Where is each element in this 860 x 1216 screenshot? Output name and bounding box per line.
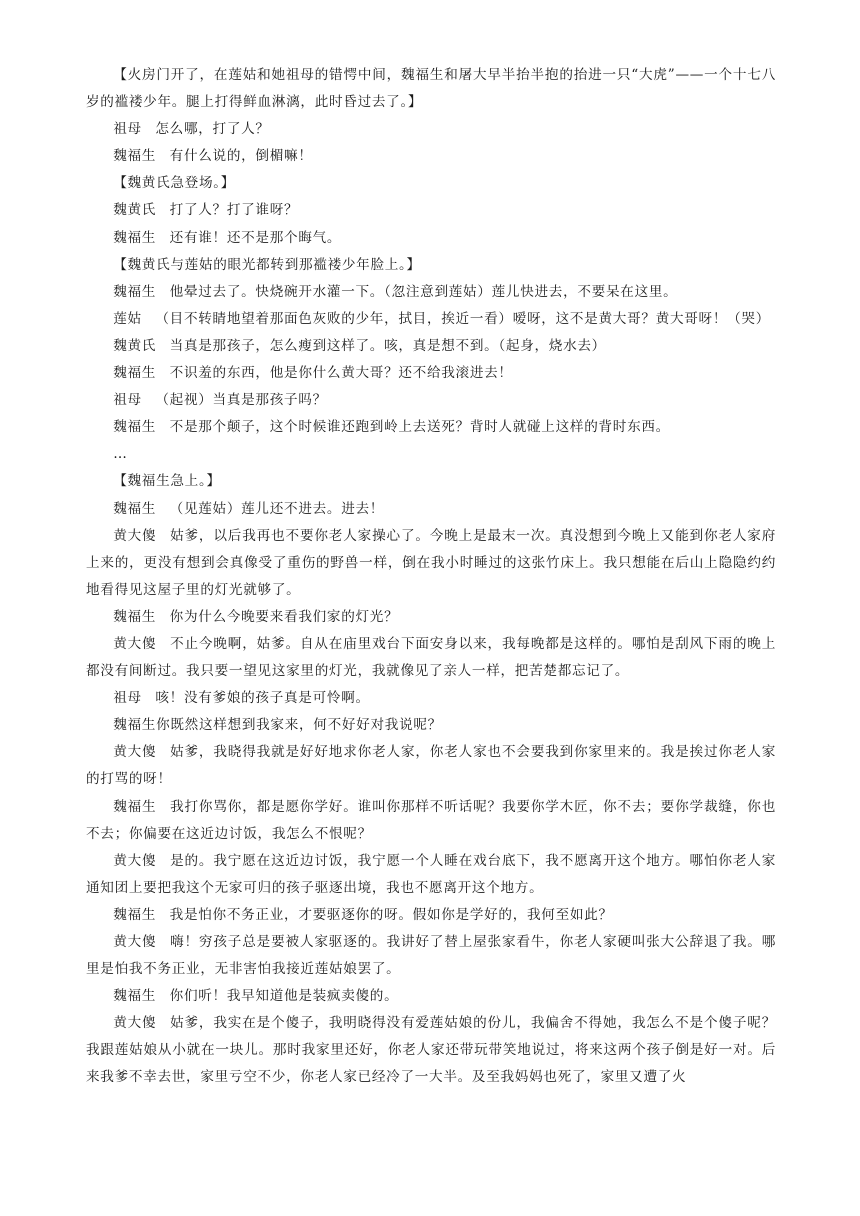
- dialogue-line: [86, 387, 776, 414]
- dialogue-line: [86, 739, 776, 793]
- line-text: 【魏福生急上。】: [113, 473, 221, 490]
- dialogue-line: [86, 929, 776, 983]
- dialogue-line: [86, 794, 776, 848]
- line-text: 姑爹，以后我再也不要你老人家操心了。今晚上是最末一次。真没想到今晚上又能到你老人家府上来的，更没有想到会真像受了重伤的野兽一样，倒在我小时睡过的这张竹床上。我只想能在后山上隐隐约约地看得见这屋子里的灯光就够了。: [86, 527, 776, 598]
- speaker-name: 魏福生: [113, 229, 157, 246]
- dialogue-line: [86, 685, 776, 712]
- line-text: 不止今晚啊，姑爹。自从在庙里戏台下面安身以来，我每晚都是这样的。哪怕是刮风下雨的晚上都没有间断过。我只要一望见这家里的灯光，我就像见了亲人一样，把苦楚都忘记了。: [86, 635, 776, 680]
- dialogue-line: [86, 631, 776, 685]
- speaker-name: 魏福生: [113, 717, 157, 734]
- dialogue-line: [86, 116, 776, 143]
- dialogue-line: [86, 902, 776, 929]
- dialogue-line: [86, 333, 776, 360]
- line-text: 咳！没有爹娘的孩子真是可怜啊。: [155, 690, 370, 707]
- line-text: 是的。我宁愿在这近边讨饭，我宁愿一个人睡在戏台底下，我不愿离开这个地方。哪怕你老人家通知团上要把我这个无家可归的孩子驱逐出境，我也不愿离开这个地方。: [86, 852, 776, 896]
- dialogue-line: [86, 712, 776, 739]
- dialogue-line: [86, 1010, 776, 1091]
- line-text: （起视）当真是那孩子吗？: [155, 392, 327, 409]
- line-text: 你们听！我早知道他是装疯卖傻的。: [169, 988, 399, 1005]
- dialogue-line: [86, 143, 776, 170]
- speaker-name: 莲姑: [113, 310, 142, 327]
- dialogue-line: [86, 225, 776, 252]
- dialogue-line: [86, 604, 776, 631]
- line-text: 我是怕你不务正业，才要驱逐你的呀。假如你是学好的，我何至如此？: [169, 906, 613, 923]
- line-text: 打了人？打了谁呀？: [169, 202, 299, 219]
- line-text: 不是那个颠子，这个时候谁还跑到岭上去送死？背时人就碰上这样的背时东西。: [169, 419, 670, 436]
- speaker-name: 祖母: [113, 121, 142, 138]
- dialogue-line: [86, 496, 776, 523]
- line-text: 嗨！穷孩子总是要被人家驱逐的。我讲好了替上屋张家看牛，你老人家硬叫张大公辞退了我。哪里是怕我不务正业，无非害怕我接近莲姑娘罢了。: [86, 934, 776, 978]
- speaker-name: 魏福生: [113, 283, 157, 300]
- stage-direction: [86, 252, 776, 279]
- dialogue-line: [86, 197, 776, 224]
- line-text: （见莲姑）莲儿还不进去。进去！: [169, 500, 385, 517]
- line-text: 怎么哪，打了人？: [155, 121, 270, 138]
- speaker-name: 祖母: [113, 392, 142, 409]
- dialogue-line: [86, 983, 776, 1010]
- speaker-name: 魏黄氏: [113, 202, 157, 219]
- dialogue-line: [86, 360, 776, 387]
- line-text: 还有谁！还不是那个晦气。: [169, 229, 342, 246]
- speaker-name: 黄大傻: [113, 635, 157, 652]
- line-text: 我打你骂你，都是愿你学好。谁叫你那样不听话呢？我要你学木匠，你不去；要你学裁缝，你也不去；你偏要在这近边讨饭，我怎么不恨呢？: [86, 798, 776, 842]
- speaker-name: 魏福生: [113, 365, 157, 382]
- speaker-name: 魏福生: [113, 500, 157, 517]
- line-text: 姑爹，我实在是个傻子，我明晓得没有爱莲姑娘的份儿，我偏舍不得她，我怎么不是个傻子呢？我跟莲姑娘从小就在一块儿。那时我家里还好，你老人家还带玩带笑地说过，将来这两个孩子倒是好一对。后来我爹不幸去世，家里亏空不少，你老人家已经冷了一大半。及至我妈妈也死了，家里又遭了火: [86, 1015, 776, 1086]
- dialogue-line: [86, 414, 776, 441]
- dialogue-line: [86, 279, 776, 306]
- speaker-name: 黄大傻: [113, 744, 157, 761]
- speaker-name: 魏福生: [113, 419, 157, 436]
- line-text: （目不转睛地望着那面色灰败的少年，拭目，挨近一看）嗳呀，这不是黄大哥？黄大哥呀！（哭）: [155, 310, 771, 327]
- line-text: 姑爹，我晓得我就是好好地求你老人家，你老人家也不会要我到你家里来的。我是挨过你老人家的打骂的呀！: [86, 744, 776, 788]
- speaker-name: 魏福生: [113, 148, 157, 165]
- stage-direction: [86, 170, 776, 197]
- document-page: [86, 62, 776, 1092]
- speaker-name: 黄大傻: [113, 1015, 157, 1032]
- line-text: 【火房门开了，在莲姑和她祖母的错愕中间，魏福生和屠大早半抬半抱的抬进一只“大虎”——一个十七八岁的褴褛少年。腿上打得鲜血淋漓，此时昏过去了。】: [86, 67, 776, 111]
- speaker-name: 魏福生: [113, 906, 157, 923]
- speaker-name: 祖母: [113, 690, 142, 707]
- line-text: 当真是那孩子，怎么瘦到这样了。咳，真是想不到。（起身，烧水去）: [169, 337, 606, 354]
- stage-direction: [86, 468, 776, 495]
- speaker-name: 魏福生: [113, 988, 157, 1005]
- dialogue-line: [86, 848, 776, 902]
- speaker-name: 魏黄氏: [113, 337, 157, 354]
- line-text: 你为什么今晚要来看我们家的灯光？: [169, 608, 399, 625]
- speaker-name: 黄大傻: [113, 934, 157, 950]
- speaker-name: 黄大傻: [113, 527, 157, 544]
- line-text: 【魏黄氏急登场。】: [113, 175, 236, 192]
- speaker-name: 魏福生: [113, 608, 157, 625]
- dialogue-line: [86, 306, 776, 333]
- line-text: 你既然这样想到我家来，何不好好对我说呢？: [156, 717, 442, 734]
- stage-direction: [86, 441, 776, 468]
- speaker-name: 黄大傻: [113, 852, 157, 869]
- line-text: 他晕过去了。快烧碗开水灌一下。（忽注意到莲姑）莲儿快进去，不要呆在这里。: [169, 283, 678, 300]
- line-text: 有什么说的，倒楣嘛！: [169, 148, 313, 165]
- dialogue-line: [86, 523, 776, 604]
- speaker-name: 魏福生: [113, 798, 157, 815]
- stage-direction: [86, 62, 776, 116]
- line-text: …: [113, 446, 128, 463]
- line-text: 不识羞的东西，他是你什么黄大哥？还不给我滚进去！: [169, 365, 513, 382]
- line-text: 【魏黄氏与莲姑的眼光都转到那褴褛少年脸上。】: [113, 256, 421, 273]
